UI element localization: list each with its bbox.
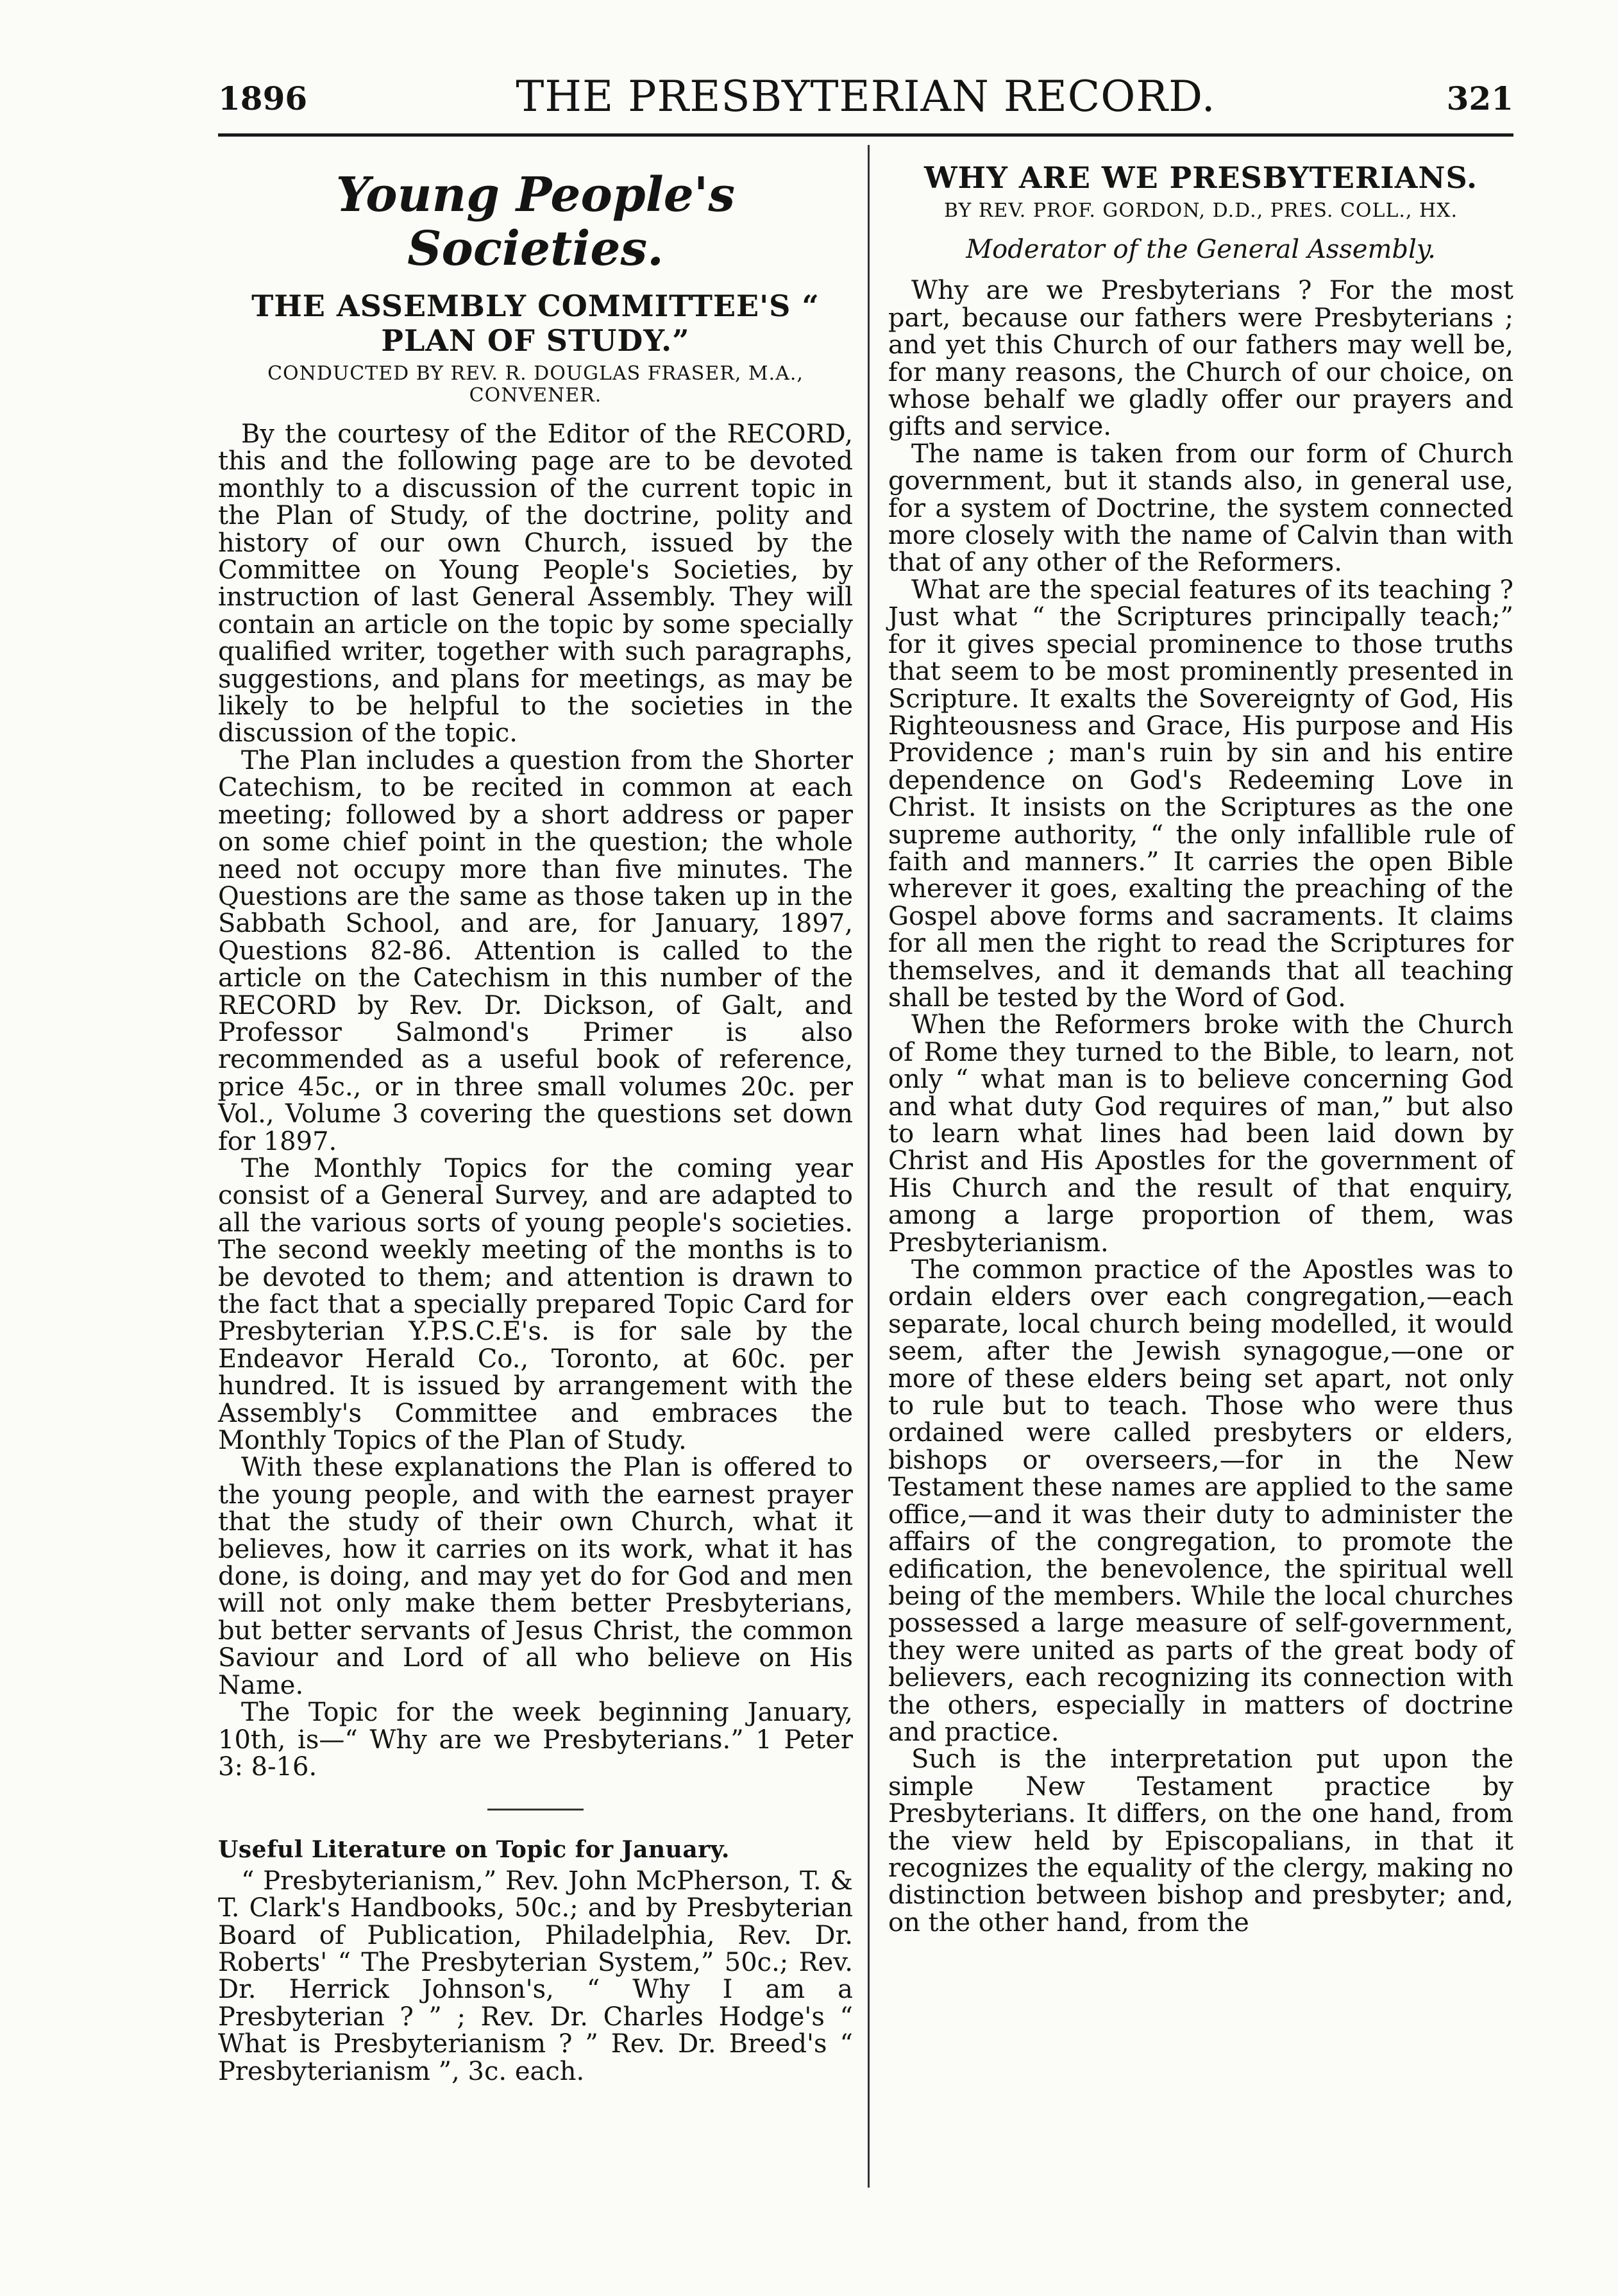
column-divider: [868, 145, 870, 2188]
paragraph: The name is taken from our form of Church government, but it stands also, in general use, for a system of Doctrine, the system connected more closely with the name of Calvin than with that of any other of the Reformers.: [888, 439, 1513, 578]
paragraph: Why are we Presbyterians ? For the most part, because our fathers were Presbyterians ; and yet this Church of our fathers may well be, for many reasons, the Church of our choice, on whose behalf we gladly offer our prayers and gifts and service.: [888, 276, 1513, 442]
author-subtitle: Moderator of the General Assembly.: [966, 235, 1436, 264]
publication-title: THE PRESBYTERIAN RECORD.: [516, 72, 1216, 121]
header-rule: [218, 133, 1513, 137]
article-byline: BY REV. PROF. GORDON, D.D., PRES. COLL., HX.: [943, 199, 1458, 222]
section-divider: [487, 1809, 584, 1811]
paragraph: What are the special features of its teaching ? Just what “ the Scriptures principally teach;” for it gives special prominence to those truths that seem to be most prominently presented in Scripture. It exalts the Sovereignty of God, His Righteousness and Grace, His purpose and His Providence ; man's ruin by sin and his entire dependence on God's Redeeming Love in Christ. It insists on the Scriptures as the one supreme authority, “ the only infallible rule of faith and manners.” It carries the open Bible wherever it goes, exalting the preaching of the Gospel above forms and sacraments. It claims for all men the right to read the Scriptures for themselves, and it demands that all teaching shall be tested by the Word of God.: [888, 575, 1513, 1013]
right-column: [888, 160, 1513, 1936]
paragraph: The Monthly Topics for the coming year consist of a General Survey, and are adapted to all the various sorts of young people's societies. The second weekly meeting of the months is to be devoted to them; and attention is drawn to the fact that a specially prepared Topic Card for Presbyterian Y.P.S.C.E's. is for sale by the Endeavor Herald Co., Toronto, at 60c. per hundred. It is issued by arrangement with the Assembly's Committee and embraces the Monthly Topics of the Plan of Study.: [218, 1153, 853, 1456]
paragraph: The common practice of the Apostles was to ordain elders over each congregation,—each separate, local church being modelled, it would seem, after the Jewish synagogue,—one or more of these elders being set apart, not only to rule but to teach. Those who were thus ordained were called presbyters or elders, bishops or overseers,—for in the New Testament these names are applied to the same office,—and it was their duty to administer the affairs of the congregation, to promote the edification, the benevolence, the spiritual well being of the members. While the local churches possessed a large measure of self-government, they were united as parts of the great body of believers, each recognizing its connection with the others, especially in matters of doctrine and practice.: [888, 1255, 1513, 1747]
paragraph: When the Reformers broke with the Church of Rome they turned to the Bible, to learn, not only “ what man is to believe concerning God and what duty God requires of man,” but also to learn what lines had been laid down by Christ and His Apostles for the government of His Church and the result of that enquiry, among a large proportion of them, was Presbyterianism.: [888, 1010, 1513, 1258]
article-byline: CONDUCTED BY REV. R. DOUGLAS FRASER, M.A., CONVENER.: [267, 362, 804, 407]
literature-text: “ Presbyterianism,” Rev. John McPherson, T. & T. Clark's Handbooks, 50c.; and by Presbyterian Board of Publication, Philadelphia, Rev. Dr. Roberts' “ The Presbyterian System,” 50c.; Rev. Dr. Herrick Johnson's, “ Why I am a Presbyterian ? ” ; Rev. Dr. Charles Hodge's “ What is Presbyterianism ? ” Rev. Dr. Breed's “ Presbyterianism ”, 3c. each.: [218, 1866, 853, 2086]
article-heading: WHY ARE WE PRESBYTERIANS.: [923, 160, 1478, 195]
left-column: [218, 168, 853, 2085]
article-heading: THE ASSEMBLY COMMITTEE'S “ PLAN OF STUDY.”: [251, 289, 820, 358]
paragraph: The Plan includes a question from the Shorter Catechism, to be recited in common at each meeting; followed by a short address or paper on some chief point in the question; the whole need not occupy more than five minutes. The Questions are the same as those taken up in the Sabbath School, and are, for January, 1897, Questions 82-86. Attention is called to the article on the Catechism in this number of the RECORD by Rev. Dr. Dickson, of Galt, and Professor Salmond's Primer is also recommended as a useful book of reference, price 45c., or in three small volumes 20c. per Vol., Volume 3 covering the questions set down for 1897.: [218, 745, 853, 1156]
literature-heading: Useful Literature on Topic for January.: [218, 1836, 730, 1864]
paragraph: With these explanations the Plan is offered to the young people, and with the earnest prayer that the study of their own Church, what it believes, how it carries on its work, what it has done, is doing, and may yet do for God and men will not only make them better Presbyterians, but better servants of Jesus Christ, the common Saviour and Lord of all who believe on His Name.: [218, 1453, 853, 1700]
section-title: Young People's Societies.: [335, 167, 736, 276]
paragraph: The Topic for the week beginning January, 10th, is—“ Why are we Presbyterians.” 1 Peter 3: 8-16.: [218, 1698, 853, 1782]
header-year: 1896: [218, 80, 308, 117]
paragraph: Such is the interpretation put upon the simple New Testament practice by Presbyterians. It differs, on the one hand, from the view held by Episcopalians, in that it recognizes the equality of the clergy, making no distinction between bishop and presbyter; and, on the other hand, from the: [888, 1744, 1513, 1937]
running-header: [218, 72, 1513, 130]
paragraph: By the courtesy of the Editor of the RECORD, this and the following page are to be devoted monthly to a discussion of the current topic in the Plan of Study, of the doctrine, polity and history of our own Church, issued by the Committee on Young People's Societies, by instruction of last General Assembly. They will contain an article on the topic by some specially qualified writer, together with such paragraphs, suggestions, and plans for meetings, as may be likely to be helpful to the societies in the discussion of the topic.: [218, 419, 853, 748]
page-number: 321: [1446, 80, 1513, 117]
